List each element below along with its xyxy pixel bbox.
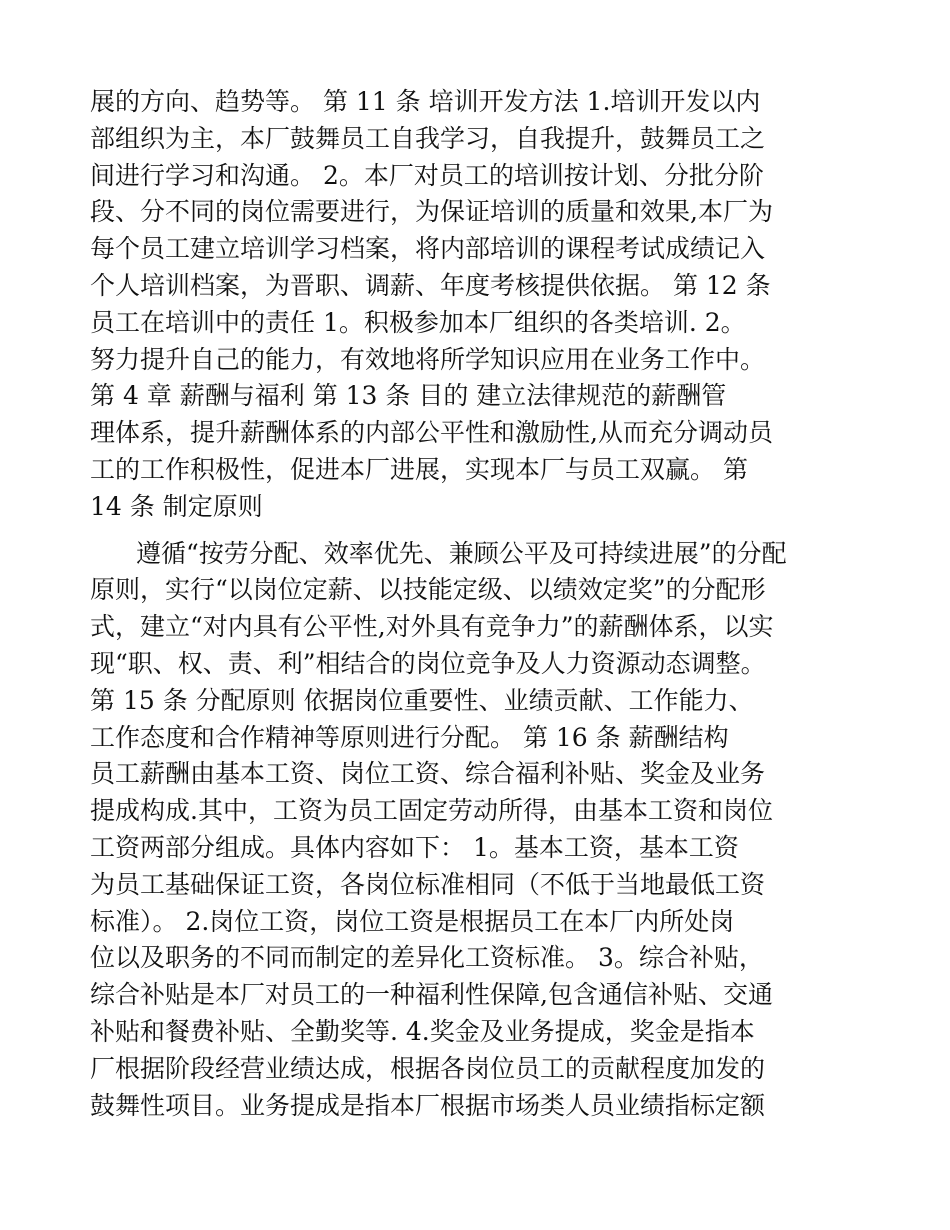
text-line: 现“职、权、责、利”相结合的岗位竞争及人力资源动态调整。: [90, 648, 766, 678]
paragraph-training-and-salary: [90, 84, 860, 526]
text-line: 为员工基础保证工资，各岗位标准相同（不低于当地最低工资: [90, 869, 766, 899]
text-line: 工资两部分组成。具体内容如下： 1。基本工资，基本工资: [90, 832, 739, 862]
text-line: 个人培训档案，为晋职、调薪、年度考核提供依据。 第 12 条: [90, 270, 771, 300]
text-line: 理体系，提升薪酬体系的内部公平性和激励性,从而充分调动员: [90, 418, 773, 448]
text-line: 工作态度和合作精神等原则进行分配。 第 16 条 薪酬结构: [90, 722, 729, 752]
text-line: 鼓舞性项目。业务提成是指本厂根据市场类人员业绩指标定额: [90, 1090, 766, 1120]
text-line: 工的工作积极性，促进本厂进展，实现本厂与员工双赢。 第: [90, 454, 748, 484]
text-line: 综合补贴是本厂对员工的一种福利性保障,包含通信补贴、交通: [90, 980, 773, 1010]
text-line: 位以及职务的不同而制定的差异化工资标准。 3。综合补贴，: [90, 943, 764, 973]
text-line: 间进行学习和沟通。 2。本厂对员工的培训按计划、分批分阶: [90, 160, 764, 190]
text-line: 第 15 条 分配原则 依据岗位重要性、业绩贡献、工作能力、: [90, 685, 754, 715]
text-line: 每个员工建立培训学习档案，将内部培训的课程考试成绩记入: [90, 234, 766, 264]
text-line: 式，建立“对内具有公平性,对外具有竞争力”的薪酬体系，以实: [90, 612, 774, 642]
text-line: 展的方向、趋势等。 第 11 条 培训开发方法 1.培训开发以内: [90, 87, 761, 116]
text-line: 14 条 制定原则: [90, 491, 263, 521]
text-line: 部组织为主，本厂鼓舞员工自我学习，自我提升，鼓舞员工之: [90, 123, 766, 153]
text-line: 厂根据阶段经营业绩达成，根据各岗位员工的贡献程度加发的: [90, 1053, 766, 1083]
text-line: 标准）。 2.岗位工资，岗位工资是根据员工在本厂内所处岗: [90, 906, 735, 936]
text-line: 原则，实行“以岗位定薪、以技能定级、以绩效定奖”的分配形: [90, 575, 766, 605]
document-page: [90, 84, 860, 1124]
text-line: 第 4 章 薪酬与福利 第 13 条 目的 建立法律规范的薪酬管: [90, 381, 727, 411]
text-line: 补贴和餐费补贴、全勤奖等. 4.奖金及业务提成，奖金是指本: [90, 1016, 755, 1046]
text-line: 段、分不同的岗位需要进行，为保证培训的质量和效果,本厂为: [90, 197, 773, 227]
paragraph-gap: [90, 526, 860, 536]
text-line: 遵循“按劳分配、效率优先、兼顾公平及可持续进展”的分配: [136, 538, 787, 568]
text-line: 努力提升自己的能力，有效地将所学知识应用在业务工作中。: [90, 344, 766, 374]
text-line: 员工薪酬由基本工资、岗位工资、综合福利补贴、奖金及业务: [90, 759, 766, 789]
text-line: 员工在培训中的责任 1。积极参加本厂组织的各类培训. 2。: [90, 307, 746, 337]
text-line: 提成构成.其中，工资为员工固定劳动所得，由基本工资和岗位: [90, 796, 773, 826]
paragraph-salary-principles: [90, 536, 860, 1125]
